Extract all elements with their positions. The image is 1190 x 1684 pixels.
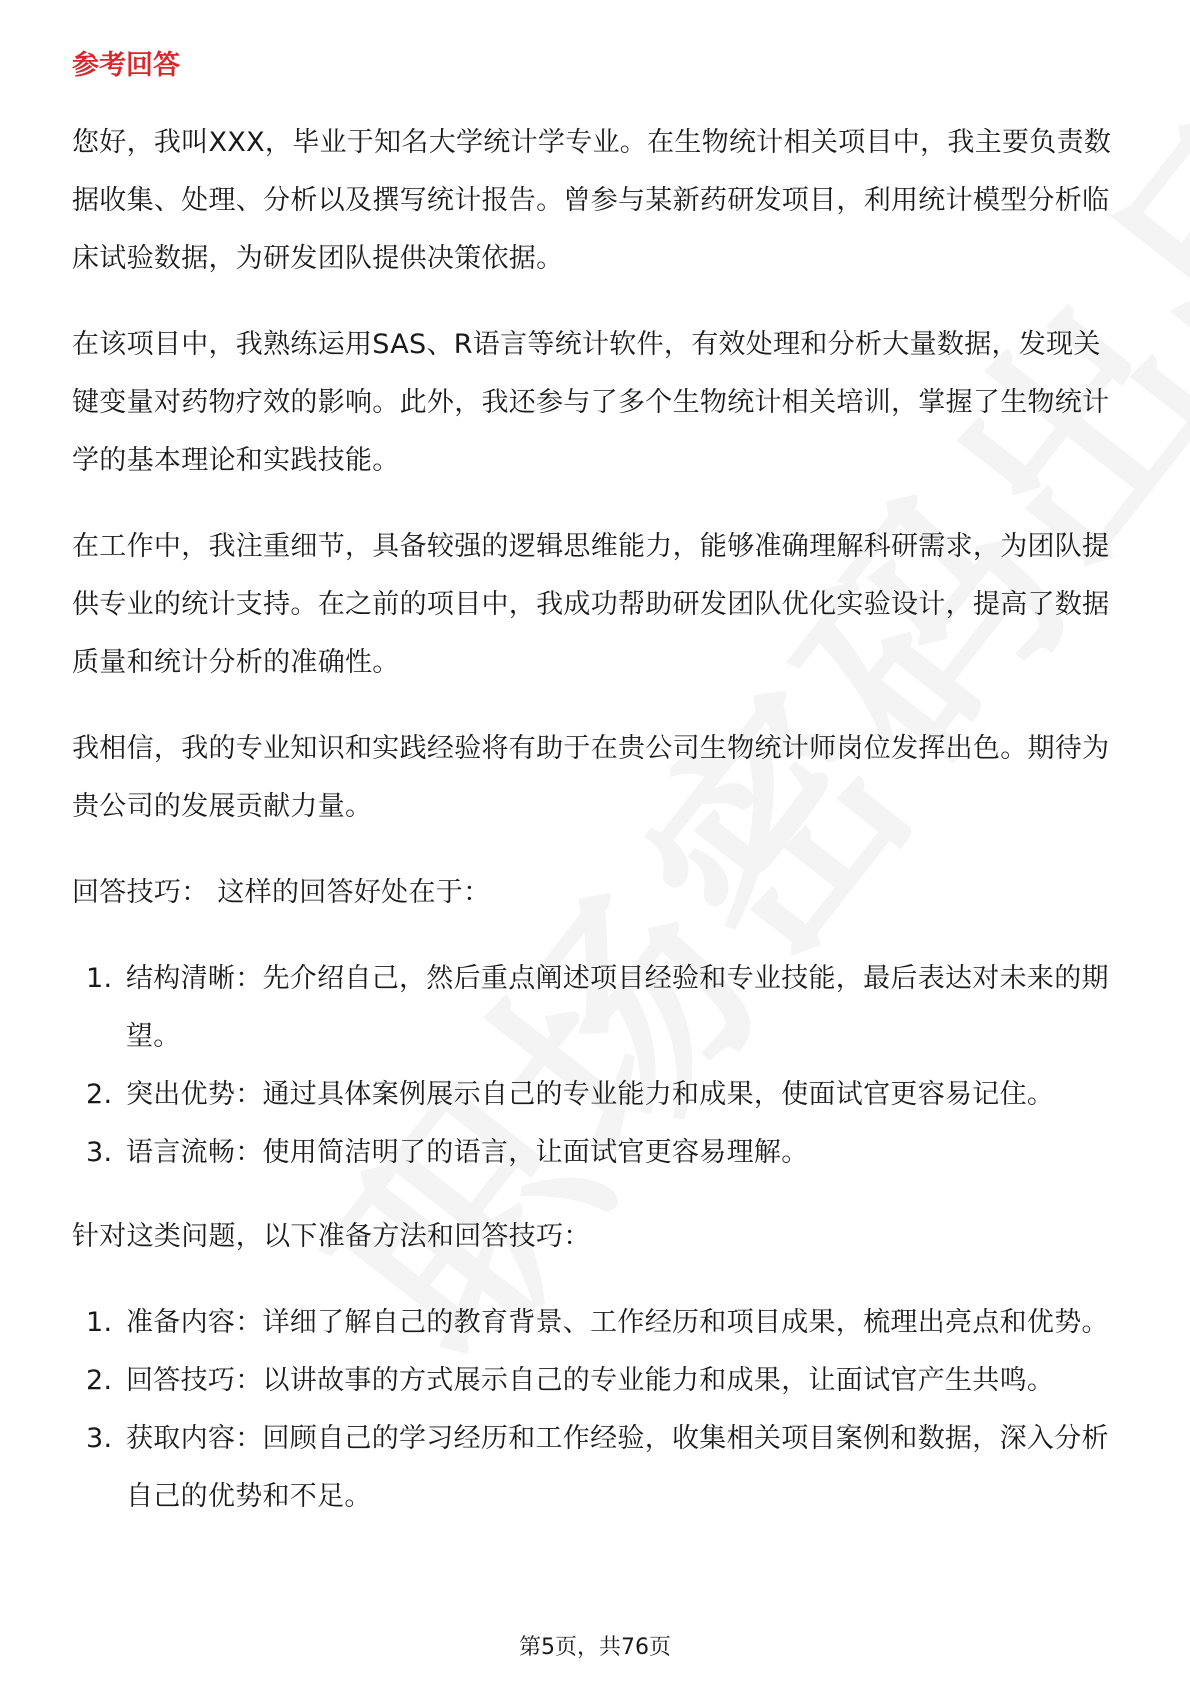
tips-intro: 回答技巧： 这样的回答好处在于： (72, 877, 491, 908)
list-item (72, 1294, 1118, 1352)
page-footer: 第5页，共76页 (519, 1635, 671, 1660)
list-number: 1. (86, 1307, 113, 1338)
list-number: 3. (86, 1137, 113, 1168)
list-text: 回答技巧：以讲故事的方式展示自己的专业能力和成果，让面试官产生共鸣。 (126, 1365, 1055, 1396)
content-area (72, 46, 1118, 1552)
list-text: 获取内容：回顾自己的学习经历和工作经验，收集相关项目案例和数据，深入分析自己的优势和不足。 (126, 1423, 1109, 1512)
prep-list (72, 1294, 1118, 1526)
tips-list (72, 950, 1118, 1182)
paragraph-skills: 在该项目中，我熟练运用SAS、R语言等统计软件，有效处理和分析大量数据，发现关键变量对药物疗效的影响。此外，我还参与了多个生物统计相关培训，掌握了生物统计学的基本理论和实践技能。 (72, 329, 1110, 476)
list-text: 结构清晰：先介绍自己，然后重点阐述项目经验和专业技能，最后表达对未来的期望。 (126, 963, 1109, 1052)
section-heading: 参考回答 (72, 50, 180, 81)
list-item (72, 950, 1118, 1066)
list-number: 2. (86, 1365, 113, 1396)
list-item (72, 1066, 1118, 1124)
list-number: 1. (86, 963, 113, 994)
list-item (72, 1410, 1118, 1526)
list-text: 突出优势：通过具体案例展示自己的专业能力和成果，使面试官更容易记住。 (126, 1079, 1055, 1110)
list-text: 语言流畅：使用简洁明了的语言，让面试官更容易理解。 (126, 1137, 809, 1168)
list-number: 3. (86, 1423, 113, 1454)
paragraph-work: 在工作中，我注重细节，具备较强的逻辑思维能力，能够准确理解科研需求，为团队提供专业的统计支持。在之前的项目中，我成功帮助研发团队优化实验设计，提高了数据质量和统计分析的准确性。 (72, 531, 1110, 678)
list-text: 准备内容：详细了解自己的教育背景、工作经历和项目成果，梳理出亮点和优势。 (126, 1307, 1109, 1338)
list-item (72, 1352, 1118, 1410)
paragraph-intro: 您好，我叫XXX，毕业于知名大学统计学专业。在生物统计相关项目中，我主要负责数据收集、处理、分析以及撰写统计报告。曾参与某新药研发项目，利用统计模型分析临床试验数据，为研发团队提供决策依据。 (72, 127, 1112, 274)
list-number: 2. (86, 1079, 113, 1110)
prep-intro: 针对这类问题，以下准备方法和回答技巧： (72, 1221, 591, 1252)
list-item (72, 1124, 1118, 1182)
paragraph-closing: 我相信，我的专业知识和实践经验将有助于在贵公司生物统计师岗位发挥出色。期待为贵公司的发展贡献力量。 (72, 733, 1110, 822)
